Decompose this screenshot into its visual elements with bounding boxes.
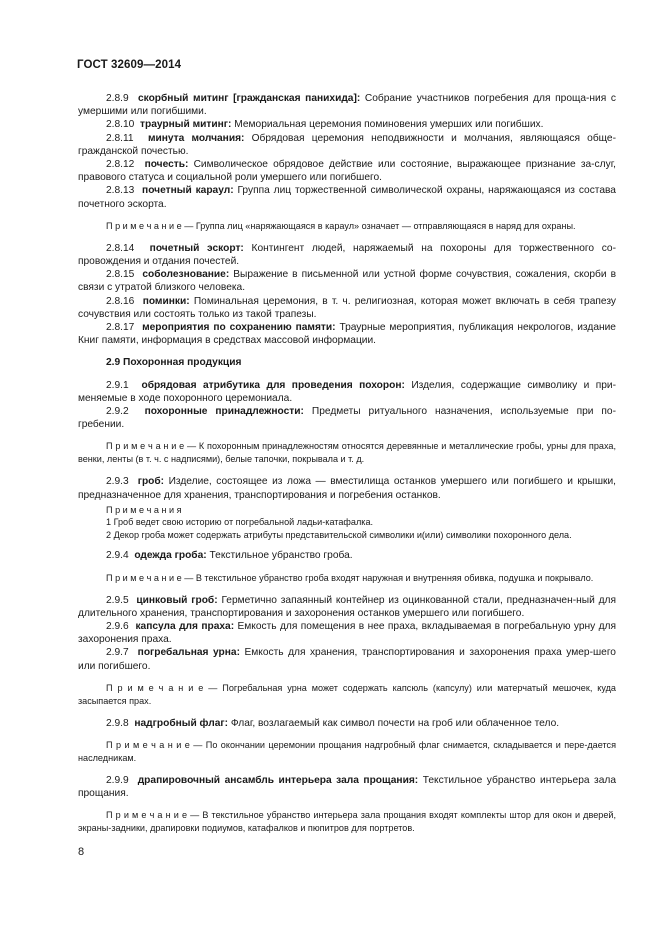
term-entry: [78, 295, 616, 321]
term-number: 2.8.15: [106, 269, 135, 281]
note-item: 2 Декор гроба может содержать атрибуты представительской символики и(или) символики похоронного дела.: [106, 529, 572, 540]
term-definition: Флаг, возлагаемый как символ почести на гроб или облаченное тело.: [230, 717, 560, 729]
term-number: 2.9.3: [106, 476, 129, 488]
term-title: почесть:: [144, 159, 189, 171]
document-body: [78, 92, 616, 835]
note-text: — В текстильное убранство гроба входят наружная и внутренняя обивка, подушка и покрывало.: [181, 572, 594, 583]
term-definition: Текстильное убранство интерьера зала прощания.: [78, 775, 617, 800]
notes-label: П р и м е ч а н и я: [106, 504, 182, 515]
section-heading: 2.9 Похоронная продукция: [106, 357, 242, 369]
term-number: 2.9.7: [106, 647, 129, 659]
term-title: скорбный митинг [гражданская панихида]:: [137, 93, 361, 104]
term-title: минута молчания:: [147, 132, 245, 144]
term-title: поминки:: [142, 295, 190, 307]
term-definition: Предметы ритуального назначения, используемые при по-гребении.: [78, 406, 616, 431]
term-definition: Поминальная церемония, в т. ч. религиозная, которая может включать в себя трапезу сочувствия или состоять только из такой трапезы.: [78, 295, 616, 320]
note-label: П р и м е ч а н и е: [106, 220, 182, 231]
term-entry: [78, 594, 616, 620]
term-number: 2.9.5: [106, 594, 129, 606]
note-text: — Погребальная урна может содержать капсюль (капсулу) или матерчатый мешочек, куда засыпается прах.: [78, 682, 616, 706]
note: [78, 739, 616, 765]
term-number: 2.9.2: [106, 406, 129, 418]
term-definition: Изделия, содержащие символику и при-меняемые в ходе похоронного церемониала.: [78, 379, 616, 404]
term-title: цинковый гроб:: [136, 594, 218, 606]
term-entry: [78, 475, 616, 501]
term-definition: Символическое обрядовое действие или состояние, выражающее признание за-слуг, правового статуса и социальной роли умершего или погибшего.: [78, 159, 616, 184]
term-number: 2.9.4: [106, 550, 129, 562]
term-title: мероприятия по сохранению памяти:: [142, 322, 336, 334]
term-entry: [78, 158, 616, 184]
term-title: соболезнование:: [142, 269, 230, 281]
term-title: капсула для праха:: [135, 620, 235, 632]
term-definition: Текстильное убранство гроба.: [209, 550, 353, 562]
term-definition: Емкость для хранения, транспортирования и захоронения праха умер-шего или погибшего.: [78, 647, 616, 672]
term-number: 2.8.12: [106, 159, 135, 171]
note: [78, 220, 616, 233]
note-item: 1 Гроб ведет свою историю от погребальной ладьи-катафалка.: [106, 517, 374, 528]
term-title: почетный эскорт:: [149, 242, 244, 254]
term-entry: [78, 646, 616, 672]
term-definition: Траурные мероприятия, публикация некрологов, издание Книг памяти, информация в средствах массовой информации.: [78, 322, 616, 347]
note: [78, 809, 616, 835]
term-definition: Емкость для помещения в нее праха, вкладываемая в погребальную урну для захоронения праха.: [78, 620, 616, 646]
note-label: П р и м е ч а н и е: [106, 682, 204, 693]
term-definition: Группа лиц торжественной символической охраны, наряжающаяся из состава почетного эскорта.: [78, 185, 616, 210]
term-number: 2.9.9: [106, 775, 129, 786]
note: [78, 682, 616, 708]
term-title: погребальная урна:: [137, 647, 240, 659]
note-label: П р и м е ч а н и е: [106, 810, 188, 821]
term-definition: Изделие, состоящее из ложа — вместилища останков умершего или погибшего и крышки, предназначенное для хранения, транспортирования и погребения останков.: [78, 476, 616, 501]
term-number: 2.8.16: [106, 295, 135, 307]
term-number: 2.9.1: [106, 379, 129, 391]
note-text: — В текстильное убранство интерьера зала прощания входят комплекты штор для окон и дверей, экраны-задники, драпировки подиумов, катафалков и пюпитров для портретов.: [78, 810, 616, 834]
term-entry: [78, 92, 616, 118]
note-text: — Группа лиц «наряжающаяся в караул» означает — отправляющаяся в наряд для охраны.: [181, 220, 576, 231]
term-number: 2.8.17: [106, 322, 135, 334]
term-entry: [78, 118, 616, 131]
term-definition: Собрание участников погребения для проща-ния с умершими или погибшими.: [78, 93, 616, 118]
term-number: 2.9.6: [106, 620, 129, 632]
term-title: гроб:: [137, 476, 165, 488]
term-entry: [78, 774, 616, 800]
term-title: похоронные принадлежности:: [144, 406, 304, 418]
note-label: П р и м е ч а н и е: [106, 740, 190, 750]
note: [78, 572, 616, 585]
document-header: ГОСТ 32609—2014: [77, 59, 182, 71]
term-entry: [78, 321, 616, 347]
term-entry: [78, 549, 616, 562]
note-label: П р и м е ч а н и е: [106, 441, 185, 452]
term-definition: Выражение в письменной или устной форме сочувствия, сожаления, скорби в связи с утратой близкого человека.: [78, 269, 616, 294]
note-text: — По окончании церемонии прощания надгробный флаг снимается, складывается и пере-дается наследникам.: [78, 740, 616, 763]
term-title: обрядовая атрибутика для проведения похорон:: [141, 379, 405, 391]
term-entry: [78, 132, 616, 158]
note-label: П р и м е ч а н и е: [106, 572, 182, 583]
term-definition: Мемориальная церемония поминовения умерших или погибших.: [234, 119, 544, 131]
term-definition: Контингент людей, наряжаемый на похороны для торжественного со-провождения и отдания почестей.: [78, 242, 616, 268]
term-number: 2.9.8: [106, 717, 129, 729]
term-number: 2.8.11: [106, 132, 134, 144]
term-definition: Обрядовая церемония неподвижности и молчания, являющаяся обще-гражданской почестью.: [78, 132, 616, 157]
term-entry: [78, 268, 616, 294]
term-number: 2.8.10: [106, 119, 135, 131]
term-entry: [78, 717, 616, 730]
term-entry: [78, 620, 616, 646]
term-title: драпировочный ансамбль интерьера зала прощания:: [137, 775, 419, 786]
term-number: 2.8.14: [106, 242, 135, 254]
term-number: 2.8.9: [106, 93, 129, 104]
term-title: траурный митинг:: [140, 119, 232, 131]
page-number: 8: [78, 846, 85, 858]
term-title: одежда гроба:: [134, 550, 207, 562]
term-title: надгробный флаг:: [134, 717, 228, 729]
term-entry: [78, 405, 616, 431]
term-title: почетный караул:: [142, 185, 234, 197]
note: [78, 440, 616, 466]
term-entry: [78, 242, 616, 268]
term-number: 2.8.13: [106, 185, 135, 197]
term-entry: [78, 184, 616, 210]
note-text: — К похоронным принадлежностям относятся деревянные и металлические гробы, урны для праха, венки, ленты (в т. ч. с надписями), белые тапочки, покрывала и т. д.: [78, 441, 616, 465]
term-entry: [78, 379, 616, 405]
term-definition: Герметично запаянный контейнер из оцинкованной стали, предназначен-ный для длительного хранения, транспортирования и захоронения останков умершего или погибшего.: [78, 594, 616, 619]
